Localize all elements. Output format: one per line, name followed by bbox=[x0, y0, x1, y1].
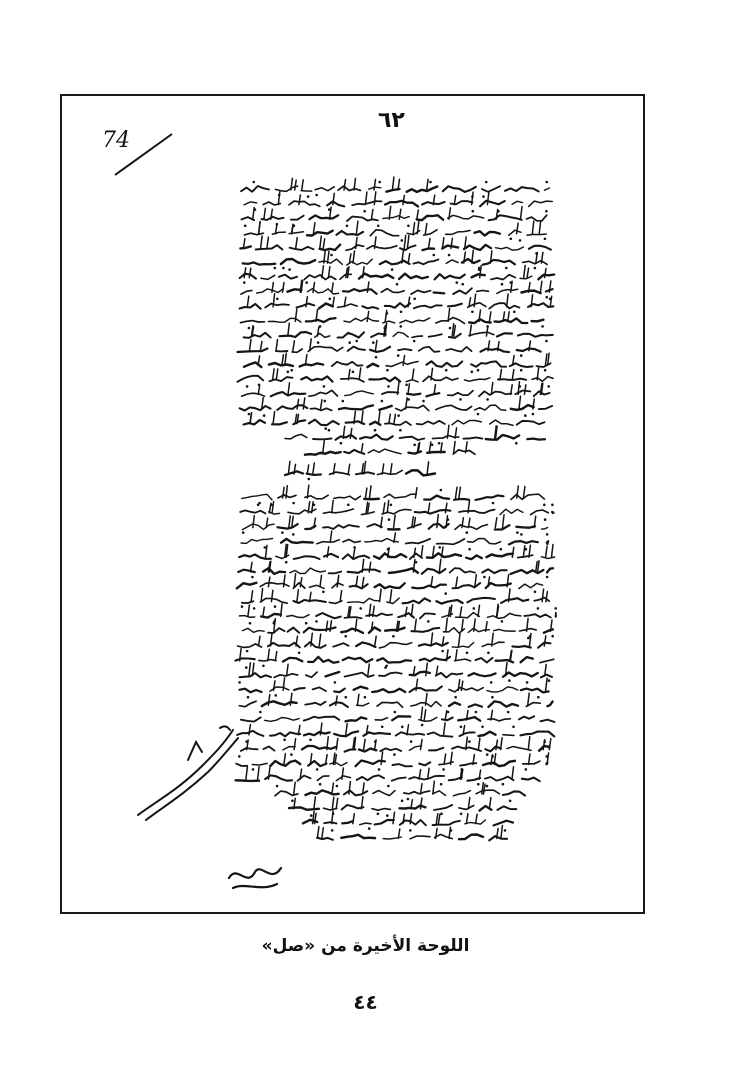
manuscript-line bbox=[241, 589, 550, 608]
manuscript-line bbox=[244, 192, 552, 211]
manuscript-line bbox=[241, 177, 549, 196]
manuscript-line bbox=[242, 485, 545, 504]
manuscript-line bbox=[240, 396, 553, 415]
manuscript-line bbox=[237, 367, 553, 386]
manuscript-line bbox=[239, 693, 552, 707]
plate-caption: اللوحة الأخيرة من «صل» bbox=[261, 936, 470, 956]
signature-mark bbox=[225, 858, 285, 898]
manuscript-line bbox=[243, 618, 554, 637]
catalog-number: 74 bbox=[102, 128, 130, 153]
page-number: ٤٤ bbox=[353, 990, 378, 1014]
manuscript-line bbox=[241, 280, 553, 298]
manuscript-line bbox=[237, 723, 554, 741]
manuscript-line bbox=[242, 206, 548, 225]
manuscript-line bbox=[303, 811, 513, 830]
manuscript-text-block bbox=[225, 175, 565, 855]
manuscript-line bbox=[241, 737, 551, 756]
manuscript-line bbox=[244, 221, 546, 240]
manuscript-folio-number: ٦٢ bbox=[378, 108, 405, 133]
manuscript-line bbox=[244, 323, 553, 342]
manuscript-line bbox=[236, 752, 548, 771]
manuscript-line bbox=[244, 411, 545, 430]
manuscript-line bbox=[275, 781, 525, 800]
manuscript-line bbox=[285, 461, 435, 480]
manuscript-line bbox=[235, 649, 553, 668]
manuscript-line bbox=[236, 767, 540, 786]
manuscript-line bbox=[238, 678, 548, 697]
marginal-note bbox=[128, 720, 248, 830]
manuscript-line bbox=[317, 826, 507, 841]
manuscript-line bbox=[242, 515, 548, 534]
manuscript-line bbox=[241, 707, 555, 726]
manuscript-line bbox=[237, 574, 543, 593]
manuscript-line bbox=[240, 500, 554, 514]
manuscript-line bbox=[289, 797, 516, 815]
manuscript-line bbox=[241, 309, 544, 328]
manuscript-line bbox=[305, 441, 475, 455]
manuscript-line bbox=[240, 294, 554, 313]
manuscript-line bbox=[240, 235, 551, 254]
manuscript-line bbox=[242, 382, 550, 401]
manuscript-line bbox=[243, 250, 548, 269]
manuscript-line bbox=[239, 604, 557, 623]
catalog-slash-mark bbox=[110, 130, 180, 180]
manuscript-line bbox=[240, 663, 553, 682]
manuscript-line bbox=[239, 544, 554, 563]
